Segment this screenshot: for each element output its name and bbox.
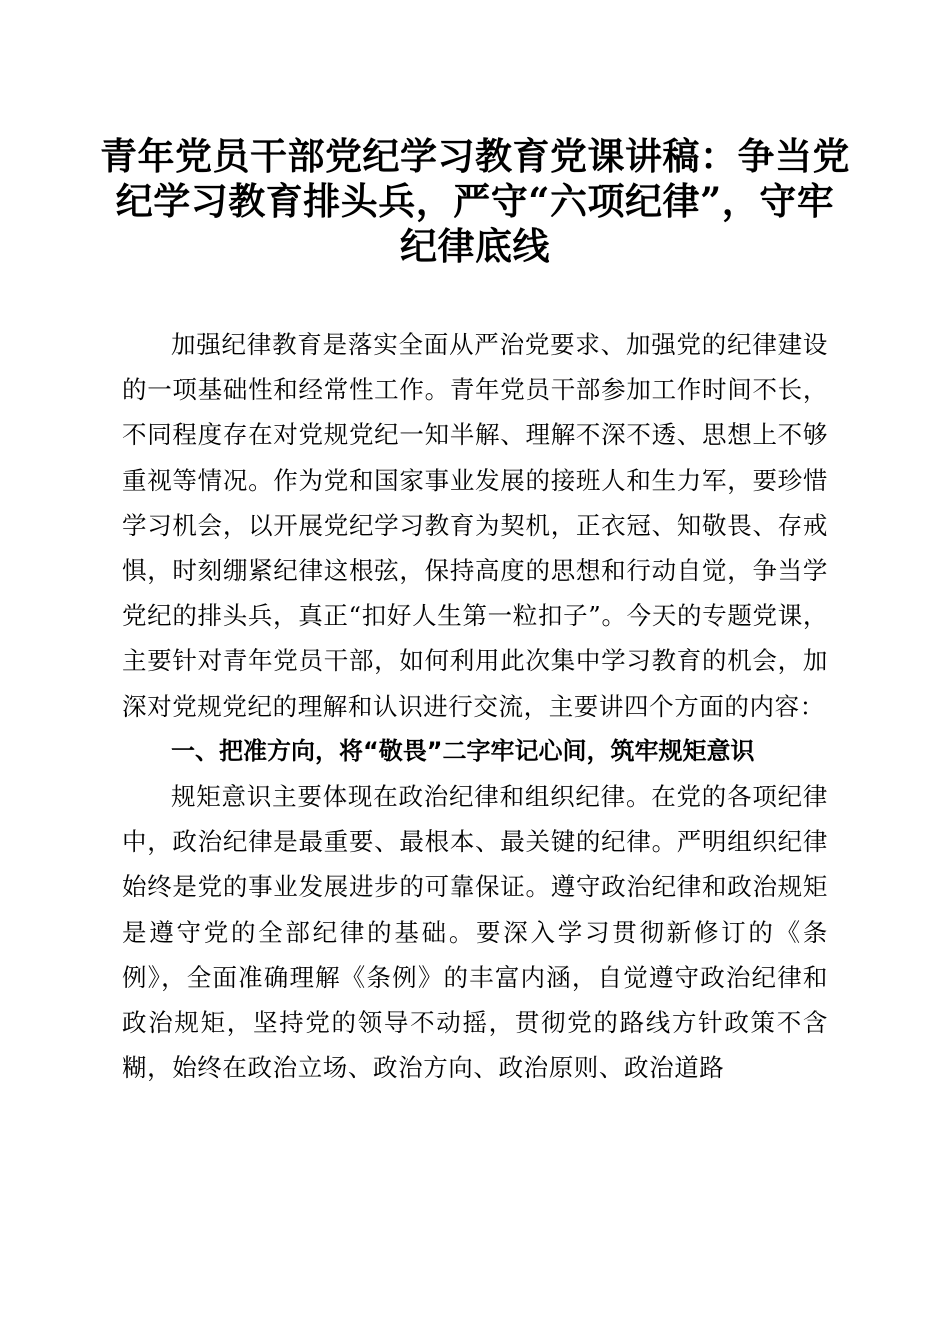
document-body (122, 322, 828, 1090)
document-title: 青年党员干部党纪学习教育党课讲稿：争当党纪学习教育排头兵，严守“六项纪律”，守牢纪律底线 (100, 134, 850, 268)
section-heading-1: 一、把准方向，将“敬畏”二字牢记心间，筑牢规矩意识 (171, 736, 755, 765)
intro-paragraph: 加强纪律教育是落实全面从严治党要求、加强党的纪律建设的一项基础性和经常性工作。青年党员干部参加工作时间不长，不同程度存在对党规党纪一知半解、理解不深不透、思想上不够重视等情况。作为党和国家事业发展的接班人和生力军，要珍惜学习机会，以开展党纪学习教育为契机，正衣冠、知敬畏、存戒惧，时刻绷紧纪律这根弦，保持高度的思想和行动自觉，争当学党纪的排头兵，真正“扣好人生第一粒扣子”。今天的专题党课，主要针对青年党员干部，如何利用此次集中学习教育的机会，加深对党规党纪的理解和认识进行交流，主要讲四个方面的内容： (122, 330, 828, 721)
section-1-paragraph: 规矩意识主要体现在政治纪律和组织纪律。在党的各项纪律中，政治纪律是最重要、最根本、最关键的纪律。严明组织纪律始终是党的事业发展进步的可靠保证。遵守政治纪律和政治规矩是遵守党的全部纪律的基础。要深入学习贯彻新修订的《条例》，全面准确理解《条例》的丰富内涵，自觉遵守政治纪律和政治规矩，坚持党的领导不动摇，贯彻党的路线方针政策不含糊，始终在政治立场、政治方向、政治原则、政治道路 (122, 782, 828, 1083)
